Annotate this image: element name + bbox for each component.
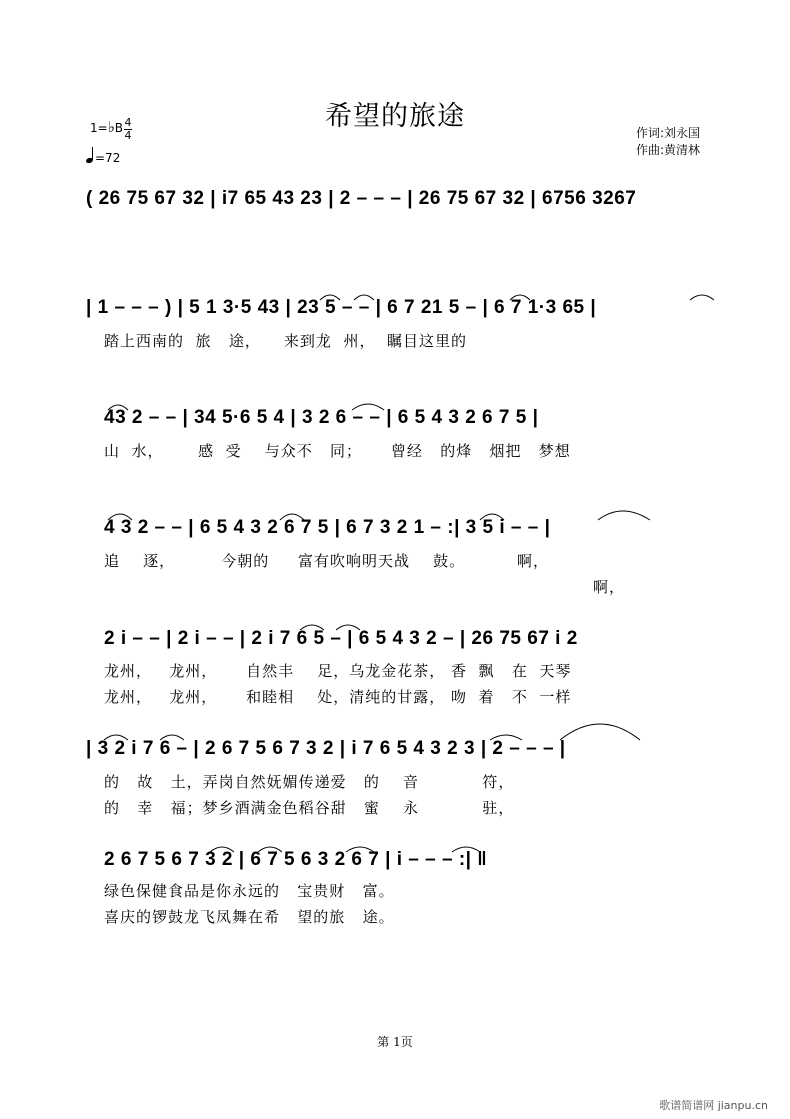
slur-arc [690,295,714,300]
slur-arc [258,847,282,852]
music-line-2: | 1 – – – ) | 5 1 3·5 43 | 23 5 – – | 6 7 21 5 – | 6 7 1·3 65 | [86,297,597,318]
slur-arc [336,625,360,630]
lyric-line-6a: 绿色保健食品是你永远的 宝贵财 富。 [104,882,395,900]
slur-arc [452,847,480,852]
slur-arc [108,514,132,520]
time-bottom: 4 [124,129,132,142]
slur-arc [104,735,128,740]
music-line-5: 2 i – – | 2 i – – | 2 i 7 6 5 – | 6 5 4 3 2 – | 26 75 67 i 2 [104,628,578,649]
slur-arc [160,735,184,740]
lyric-line-4b: 龙州， 龙州， 和睦相 处，清纯的甘露， 吻 着 不 一样 [104,688,572,706]
music-line-1: ( 26 75 67 32 | i7 65 43 23 | 2 – – – | 26 75 67 32 | 6756 3267 [86,188,637,209]
slur-arc [320,295,340,300]
slur-arc [490,735,522,740]
lyric-line-4a: 龙州， 龙州， 自然丰 足，乌龙金花茶， 香 飘 在 天琴 [104,662,572,680]
slur-arc [300,625,324,630]
music-line-3: 43 2 – – | 34 5·6 5 4 | 3 2 6 – – | 6 5 4 3 2 6 7 5 | [104,407,539,428]
lyric-line-3b: 啊， [593,578,626,596]
tempo-value: =72 [95,151,121,165]
composer: 作曲:黄清林 [636,143,701,157]
flat-icon: ♭ [107,118,115,136]
lyric-line-1: 踏上西南的 旅 途， 来到龙 州， 瞩目这里的 [104,332,467,350]
watermark: 歌谱简谱网 jianpu.cn [659,1099,768,1112]
slur-arc [108,405,128,410]
music-line-4: 4 3 2 – – | 6 5 4 3 2 6 7 5 | 6 7 3 2 1 – :| 3 5 i – – | [104,517,551,538]
song-title: 希望的旅途 [325,101,465,132]
lyric-line-6b: 喜庆的锣鼓龙飞凤舞在希 望的旅 途。 [104,908,395,926]
slur-arc [598,511,650,520]
lyric-line-5a: 的 故 土，弄岗自然妩媚传递爱 的 音 符， [104,773,515,791]
slur-arc [480,514,504,520]
music-line-7: 2 6 7 5 6 7 3 2 | 6 7 5 6 3 2 6 7 | i – – – :| ‖ [104,849,488,870]
slur-arc [280,514,304,520]
slur-arc [354,295,374,300]
key-label: 1= [90,121,108,135]
slur-arc [352,404,384,410]
lyric-line-2: 山 水， 感 受 与众不 同； 曾经 的烽 烟把 梦想 [104,442,571,460]
page-number: 第 1页 [377,1035,413,1049]
lyric-line-5b: 的 幸 福；梦乡酒满金色稻谷甜 蜜 永 驻， [104,799,515,817]
slur-arc [510,295,530,300]
key-note: B [114,121,124,135]
music-line-6: | 3 2 i 7 6 – | 2 6 7 5 6 7 3 2 | i 7 6 5 4 3 2 3 | 2 – – – | [86,738,566,759]
slur-arc [346,847,374,852]
time-top: 4 [124,116,132,129]
lyricist: 作词:刘永国 [636,126,701,140]
lyric-line-3a: 追 逐， 今朝的 富有吹响明天战 鼓。 啊， [104,552,550,570]
slur-arc [560,724,640,740]
slur-arc [210,847,234,852]
